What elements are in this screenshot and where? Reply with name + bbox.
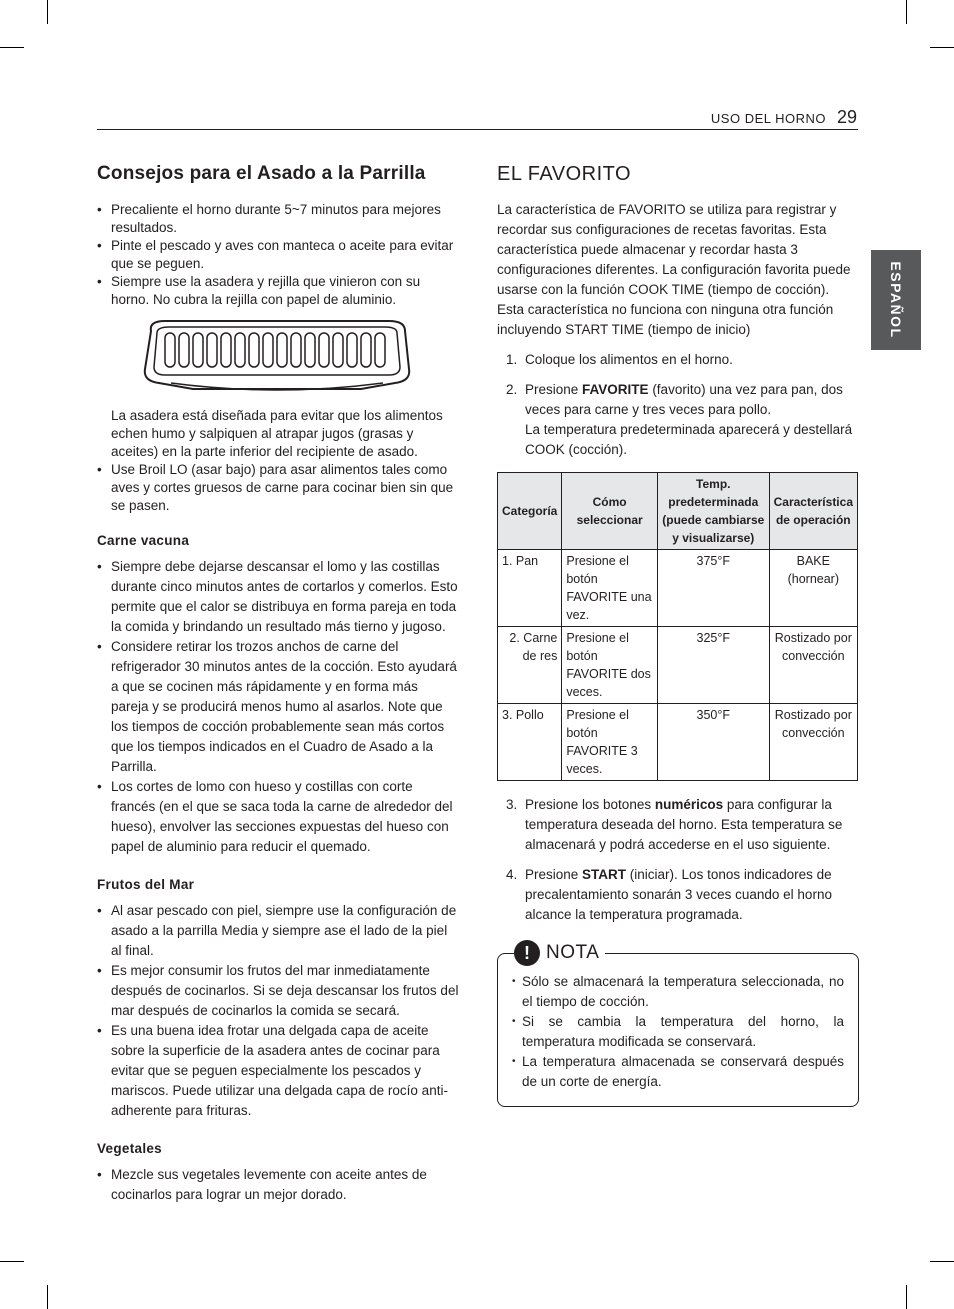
column-header: Característica de operación (769, 473, 857, 550)
broil-lo-bullet (97, 461, 459, 515)
list-item: • Es una buena idea frotar una delgada capa de aceite sobre la superficie de la asadera antes de cocinar para evitar que se peguen especialmente los pescados y mariscos. Puede utilizar una delgada capa de rocío anti-adherente para frituras. (97, 1021, 459, 1121)
favorite-steps (497, 350, 859, 460)
favorite-title: EL FAVORITO (497, 163, 632, 185)
list-item: • Use Broil LO (asar bajo) para asar alimentos tales como aves y cortes gruesos de carne para cocinar bien sin que se pasen. (97, 461, 459, 515)
seafood-bullets (97, 901, 459, 1121)
favorite-steps-continued (497, 795, 859, 925)
table-row (498, 627, 858, 704)
table-cell: Presione el botón FAVORITE 3 veces. (562, 704, 658, 781)
table-header-row (498, 473, 858, 550)
list-item: • Considere retirar los trozos anchos de carne del refrigerador 30 minutos antes de la cocción. Esto ayudará a que se cocinen más rápidamente y en forma más pareja y se producirá menos humo al asarlos. Note que los tiempos de cocción probablemente sean más cortos que los tiempos indicados en el Cuadro de Asado a la Parrilla. (97, 637, 459, 777)
crop-mark (906, 0, 907, 24)
exclamation-icon: ! (514, 940, 540, 966)
beef-heading: Carne vacuna (97, 533, 190, 548)
start-button-label: START (582, 867, 627, 882)
crop-mark (0, 1261, 24, 1262)
vegetables-bullets (97, 1165, 459, 1205)
table-cell: Rostizado por convección (769, 627, 857, 704)
favorite-intro: La característica de FAVORITO se utiliza para registrar y recordar sus configuraciones de recetas favoritas. Esta característica puede almacenar y recordar hasta 3 configuraciones diferentes. La configuración favorita puede usarse con la función COOK TIME (tiempo de cocción). Esta característica no funciona con ninguna otra función incluyendo START TIME (tiempo de inicio) (497, 202, 851, 337)
step-number: 1. (506, 352, 518, 367)
list-item: • Mezcle sus vegetales levemente con aceite antes de cocinarlos para lograr un mejor dorado. (97, 1165, 459, 1205)
step-text: Presione (525, 867, 583, 882)
list-item: • Es mejor consumir los frutos del mar inmediatamente después de cocinarlos. Si se deja descansar los frutos del mar después de cocinarlos la comida se secará. (97, 961, 459, 1021)
step-text: Presione (525, 382, 583, 397)
right-column (497, 163, 859, 1107)
note-label: NOTA (546, 942, 600, 963)
section-title: USO DEL HORNO (710, 111, 826, 126)
step-text: (iniciar). Los tonos indicadores de precalentamiento sonarán 3 veces cuando el horno alcance la temperatura programada. (525, 867, 832, 922)
crop-mark (47, 1285, 48, 1309)
left-column (97, 163, 459, 1205)
step-text: para configurar la temperatura deseada del horno. Esta temperatura se almacenará y podrá accederse en el uso siguiente. (525, 797, 843, 852)
step-1 (497, 350, 859, 370)
table-cell: 375°F (657, 550, 769, 627)
broil-tips-title: Consejos para el Asado a la Parrilla (97, 163, 426, 184)
note-header (514, 940, 605, 966)
column-header: Categoría (498, 473, 562, 550)
table-cell: Rostizado por convección (769, 704, 857, 781)
intro-bullets (97, 201, 459, 309)
step-number: 4. (506, 867, 518, 882)
broiler-pan-icon (141, 319, 413, 393)
table-cell: 3. Pollo (498, 704, 562, 781)
column-header: Temp. predeterminada (puede cambiarse y visualizarse) (657, 473, 769, 550)
numeric-buttons-label: numéricos (654, 797, 724, 812)
step-2 (497, 380, 859, 460)
crop-mark (930, 1261, 954, 1262)
table-cell: 325°F (657, 627, 769, 704)
table-cell: 2. Carne de res (498, 627, 562, 704)
language-tab (871, 250, 921, 350)
table-cell: 350°F (657, 704, 769, 781)
list-item: • Siempre debe dejarse descansar el lomo y las costillas durante cinco minutos antes de cortarlos y comerlos. Esto permite que el calor se distribuya en forma pareja en toda la comida y brindando un resultado más tierno y jugoso. (97, 557, 459, 637)
crop-mark (0, 47, 24, 48)
vegetables-heading: Vegetales (97, 1141, 162, 1156)
language-label: ESPAÑOL (888, 261, 904, 339)
list-item: • Pinte el pescado y aves con manteca o aceite para evitar que se peguen. (97, 237, 459, 273)
seafood-heading: Frutos del Mar (97, 877, 195, 892)
step-text: La temperatura predeterminada aparecerá y destellará COOK (cocción). (525, 422, 853, 457)
table-cell: Presione el botón FAVORITE una vez. (562, 550, 658, 627)
list-item: • Al asar pescado con piel, siempre use la configuración de asado a la parrilla Media y siempre ase el lado de la piel al final. (97, 901, 459, 961)
step-text: Presione los botones (525, 797, 655, 812)
note-items (512, 972, 844, 1092)
step-number: 2. (506, 382, 518, 397)
favorite-button-label: FAVORITE (582, 382, 649, 397)
table-cell: BAKE (hornear) (769, 550, 857, 627)
list-item: • Sólo se almacenará la temperatura seleccionada, no el tiempo de cocción. (512, 972, 844, 1012)
step-number: 3. (506, 797, 518, 812)
list-item: • Siempre use la asadera y rejilla que vinieron con su horno. No cubra la rejilla con papel de aluminio. (97, 273, 459, 309)
table-row (498, 550, 858, 627)
favorite-table (497, 472, 858, 781)
table-cell: 1. Pan (498, 550, 562, 627)
page-number: 29 (836, 107, 857, 127)
list-item: • Si se cambia la temperatura del horno, la temperatura modificada se conservará. (512, 1012, 844, 1052)
step-text: Coloque los alimentos en el horno. (525, 352, 733, 367)
list-item: • La temperatura almacenada se conservará después de un corte de energía. (512, 1052, 844, 1092)
crop-mark (47, 0, 48, 24)
beef-bullets (97, 557, 459, 857)
list-item: • Los cortes de lomo con hueso y costillas con corte francés (en el que se saca toda la carne de alrededor del hueso), envolver las secciones expuestas del hueso con papel de aluminio para reducir el quemado. (97, 777, 459, 857)
pan-description: La asadera está diseñada para evitar que los alimentos echen humo y salpiquen al atrapar jugos (grasas y aceites) en la parte inferior del recipiente de asado. (111, 408, 443, 459)
step-text: (favorito) una vez para pan, dos veces para carne y tres veces para pollo. (525, 382, 843, 417)
crop-mark (930, 47, 954, 48)
note-box (497, 942, 859, 1107)
table-cell: Presione el botón FAVORITE dos veces. (562, 627, 658, 704)
column-header: Cómo seleccionar (562, 473, 658, 550)
crop-mark (906, 1285, 907, 1309)
table-row (498, 704, 858, 781)
broiler-pan-illustration (141, 319, 413, 393)
page-header (97, 108, 858, 130)
step-3 (497, 795, 859, 855)
list-item: • Precaliente el horno durante 5~7 minutos para mejores resultados. (97, 201, 459, 237)
step-4 (497, 865, 859, 925)
